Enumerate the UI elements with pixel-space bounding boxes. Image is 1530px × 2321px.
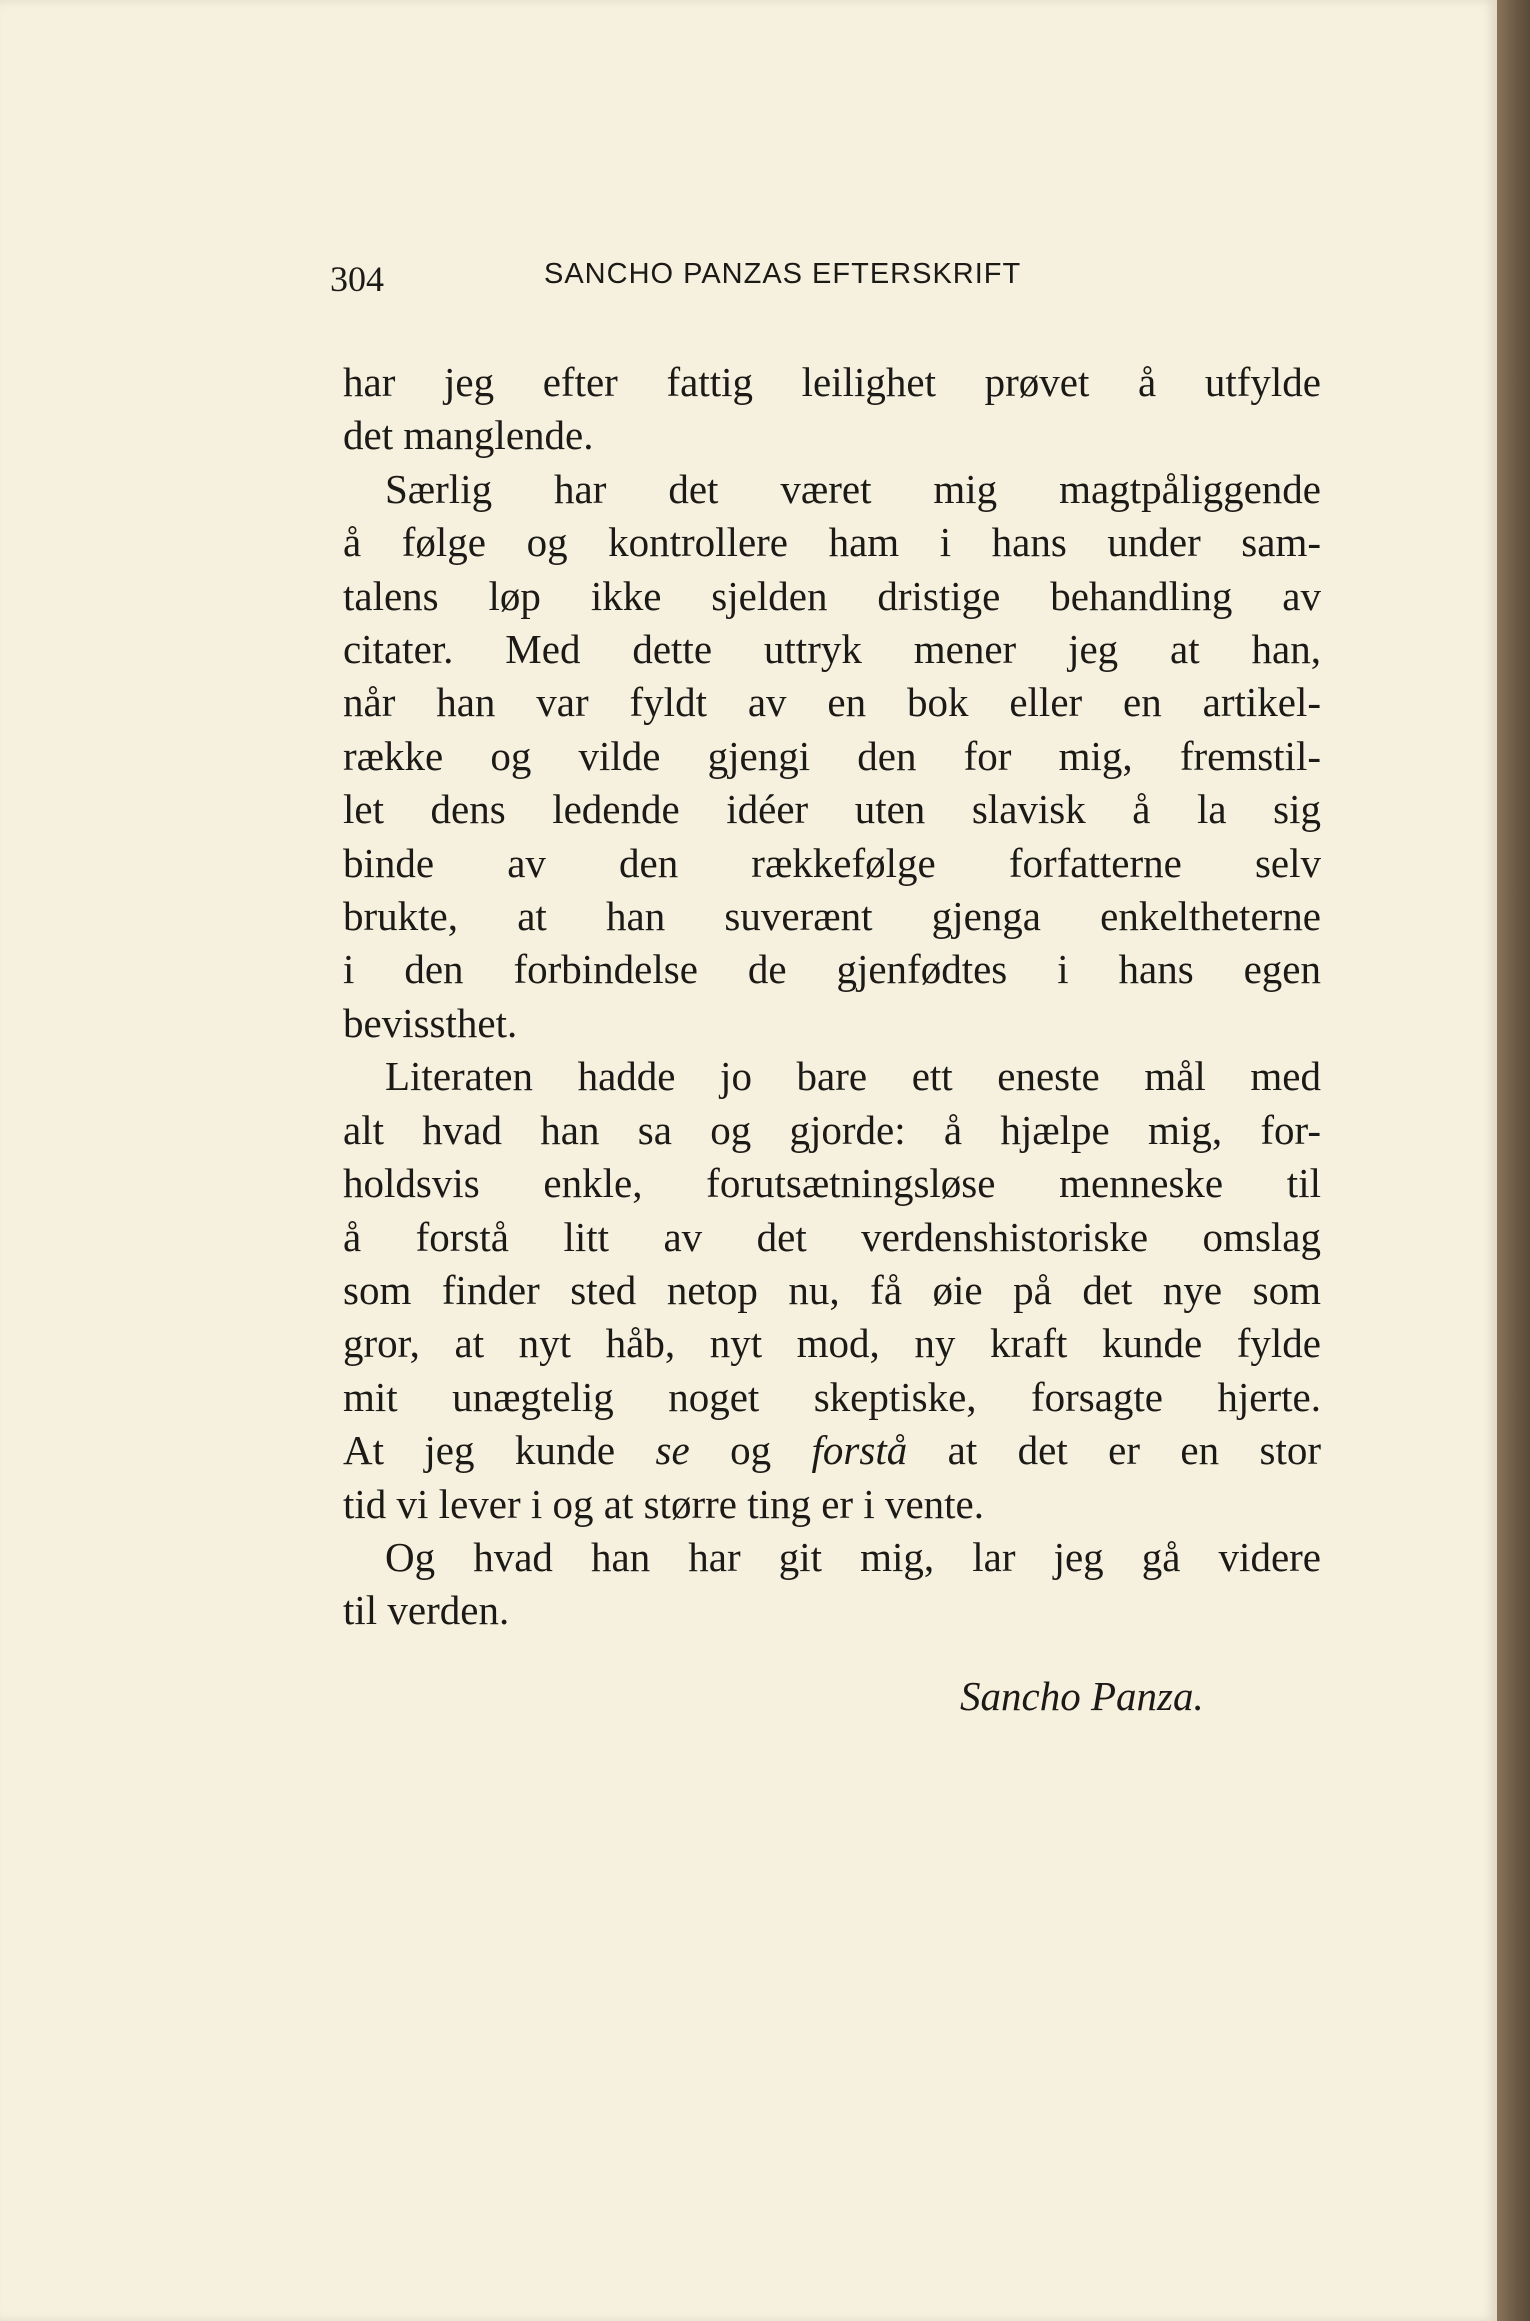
text-line: i den forbindelse de gjenfødtes i hans egen <box>343 946 1321 993</box>
paragraph-3 <box>343 1050 1321 1531</box>
paragraph-1 <box>343 356 1321 463</box>
text-line: brukte, at han suverænt gjenga enkeltheterne <box>343 893 1321 940</box>
text-line: talens løp ikke sjelden dristige behandling av <box>343 572 1321 619</box>
text-line: alt hvad han sa og gjorde: å hjælpe mig, for- <box>343 1106 1321 1153</box>
text-line: det manglende. <box>343 412 594 459</box>
running-title: SANCHO PANZAS EFTERSKRIFT <box>544 258 1022 290</box>
text-line: let dens ledende idéer uten slavisk å la sig <box>343 786 1321 833</box>
signature: Sancho Panza. <box>960 1673 1204 1719</box>
text-line: tid vi lever i og at større ting er i vente. <box>343 1480 985 1527</box>
page-number: 304 <box>330 259 384 299</box>
text-line: holdsvis enkle, forutsætningsløse menneske til <box>343 1160 1321 1207</box>
text-line: har jeg efter fattig leilighet prøvet å utfylde <box>343 359 1321 405</box>
body-text <box>343 356 1321 1638</box>
text-line: binde av den rækkefølge forfatterne selv <box>343 839 1321 886</box>
text-line: Literaten hadde jo bare ett eneste mål med <box>385 1053 1321 1100</box>
text-line: citater. Med dette uttryk mener jeg at han, <box>343 626 1321 673</box>
text-line: række og vilde gjengi den for mig, fremstil- <box>343 732 1321 779</box>
text-line: å følge og kontrollere ham i hans under sam- <box>343 519 1321 566</box>
text-line: bevissthet. <box>343 999 518 1046</box>
paragraph-4 <box>343 1531 1321 1638</box>
page-edge <box>1497 0 1530 2321</box>
text-fragment: at det er en stor <box>907 1427 1321 1474</box>
text-line: mit unægtelig noget skeptiske, forsagte hjerte. <box>343 1373 1321 1420</box>
text-fragment: og <box>689 1427 812 1474</box>
text-line: når han var fyldt av en bok eller en artikel- <box>343 679 1321 726</box>
emphasis-forsta: forstå <box>811 1427 908 1474</box>
text-line: til verden. <box>343 1587 510 1634</box>
text-line: Særlig har det været mig magtpåliggende <box>385 465 1321 512</box>
text-fragment: At jeg kunde <box>343 1427 656 1474</box>
text-line: å forstå litt av det verdenshistoriske omslag <box>343 1213 1321 1260</box>
text-line: som finder sted netop nu, få øie på det nye som <box>343 1266 1321 1313</box>
paragraph-2 <box>343 463 1321 1050</box>
text-line-with-emphasis <box>343 1424 1321 1477</box>
page-header <box>330 258 1330 318</box>
emphasis-se: se <box>655 1427 690 1474</box>
text-line: gror, at nyt håb, nyt mod, ny kraft kunde fylde <box>343 1320 1321 1367</box>
text-line: Og hvad han har git mig, lar jeg gå videre <box>385 1533 1321 1580</box>
